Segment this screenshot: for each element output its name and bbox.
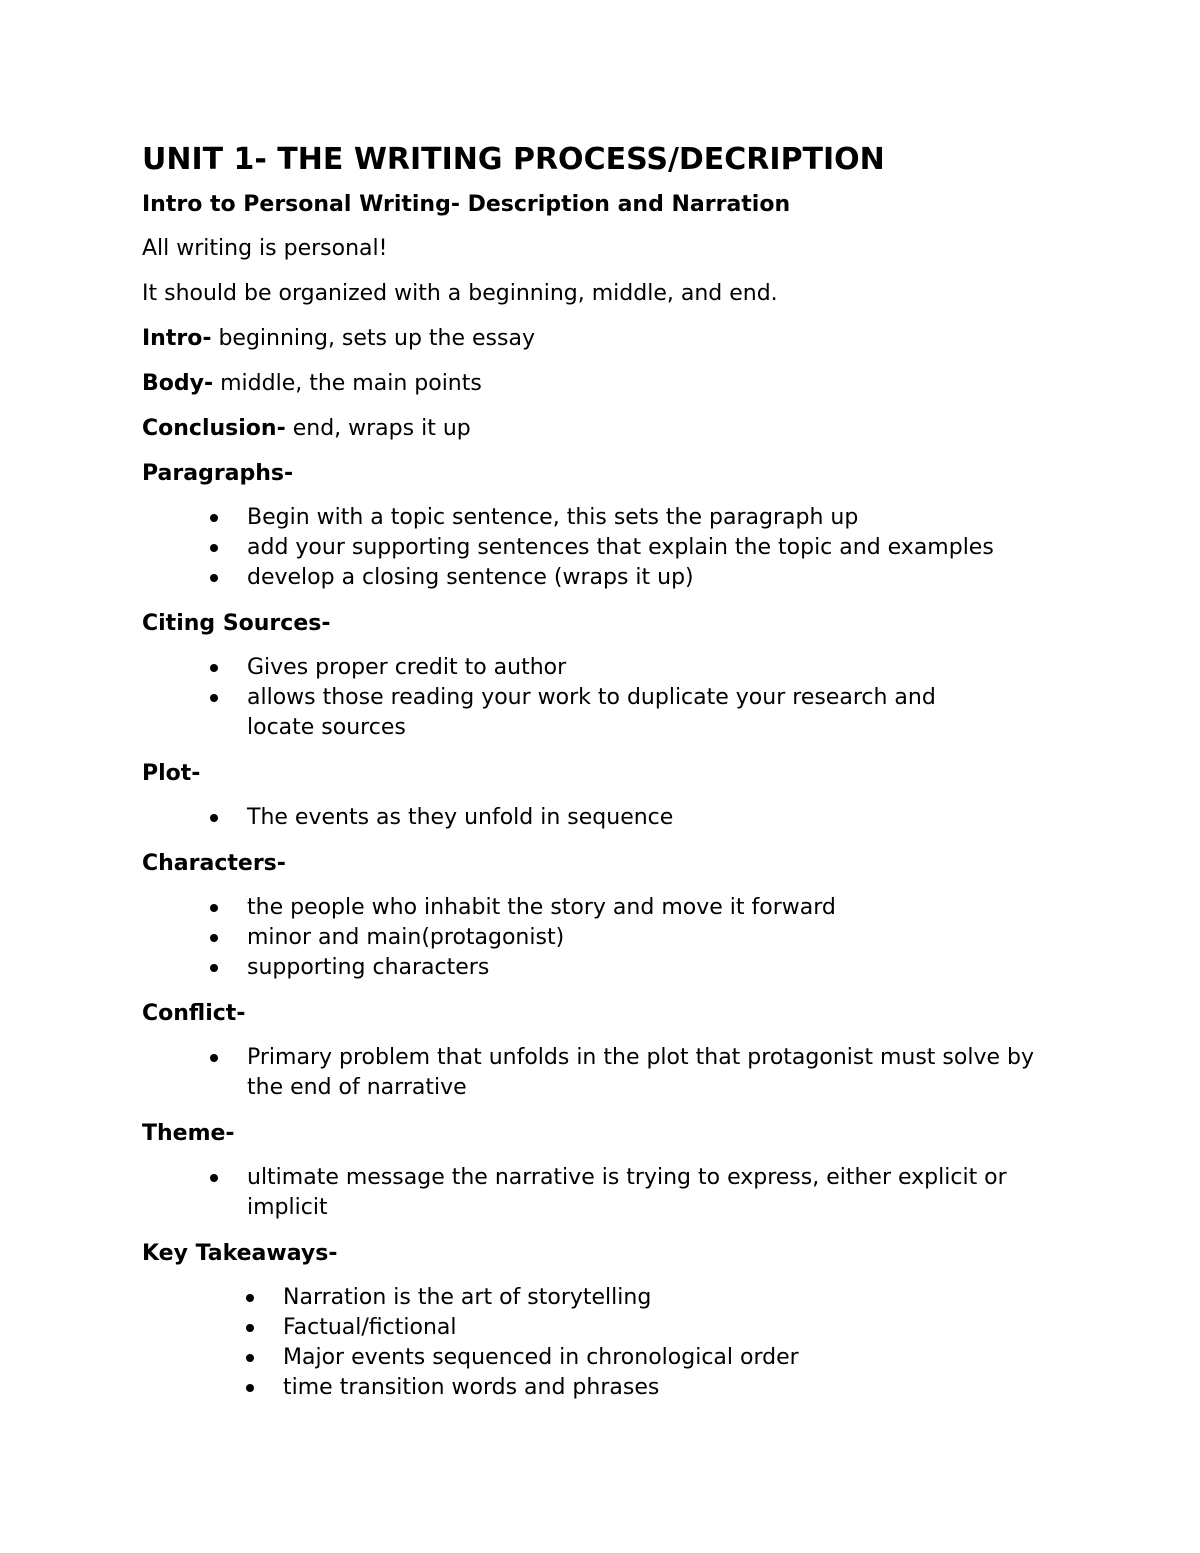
bullet-icon (210, 574, 218, 582)
bullet-list-citing-sources (142, 653, 1082, 743)
list-item: the people who inhabit the story and move it forward (142, 893, 1082, 923)
list-item: minor and main(protagonist) (142, 923, 1082, 953)
intro-line: It should be organized with a beginning, middle, and end. (142, 281, 778, 306)
definition-text: beginning, sets up the essay (211, 326, 535, 351)
section-heading-theme: Theme- (142, 1121, 235, 1146)
bullet-icon (210, 814, 218, 822)
bullet-icon (210, 514, 218, 522)
definition-conclusion (142, 414, 1082, 444)
bullet-icon (210, 934, 218, 942)
bullet-list-plot (142, 803, 1082, 833)
section-heading-citing-sources: Citing Sources- (142, 611, 331, 636)
list-item: add your supporting sentences that explain the topic and examples (142, 533, 1082, 563)
definition-term: Body- (142, 371, 214, 396)
section-heading-key-takeaways: Key Takeaways- (142, 1241, 338, 1266)
bullet-icon (210, 904, 218, 912)
bullet-list-key-takeaways (142, 1283, 1082, 1403)
list-item: develop a closing sentence (wraps it up) (142, 563, 1082, 593)
list-item: Major events sequenced in chronological order (142, 1343, 1082, 1373)
bullet-icon (210, 1174, 218, 1182)
definition-text: end, wraps it up (285, 416, 471, 441)
list-item: time transition words and phrases (142, 1373, 1082, 1403)
definition-body (142, 369, 1082, 399)
definition-term: Intro- (142, 326, 212, 351)
list-item: Begin with a topic sentence, this sets the paragraph up (142, 503, 1082, 533)
document-page (142, 140, 1082, 1419)
definition-text: middle, the main points (213, 371, 482, 396)
document-title: UNIT 1- THE WRITING PROCESS/DECRIPTION (142, 142, 885, 177)
definition-intro (142, 324, 1082, 354)
list-item: ultimate message the narrative is trying to express, either explicit or implicit (142, 1163, 1037, 1223)
definition-term: Conclusion- (142, 416, 286, 441)
section-heading-paragraphs: Paragraphs- (142, 461, 294, 486)
bullet-icon (210, 1054, 218, 1062)
list-item: The events as they unfold in sequence (142, 803, 1082, 833)
bullet-icon (246, 1324, 254, 1332)
bullet-icon (210, 544, 218, 552)
section-heading-plot: Plot- (142, 761, 201, 786)
intro-line: All writing is personal! (142, 236, 388, 261)
bullet-list-paragraphs (142, 503, 1082, 593)
document-subtitle: Intro to Personal Writing- Description and Narration (142, 192, 791, 217)
bullet-icon (246, 1354, 254, 1362)
bullet-icon (210, 664, 218, 672)
section-heading-characters: Characters- (142, 851, 286, 876)
bullet-list-conflict (142, 1043, 1082, 1103)
bullet-list-theme (142, 1163, 1082, 1223)
bullet-icon (246, 1384, 254, 1392)
list-item: Gives proper credit to author (142, 653, 1082, 683)
list-item: Primary problem that unfolds in the plot that protagonist must solve by the end of narrative (142, 1043, 1062, 1103)
list-item: supporting characters (142, 953, 1082, 983)
bullet-list-characters (142, 893, 1082, 983)
list-item: Factual/fictional (142, 1313, 1082, 1343)
section-heading-conflict: Conflict- (142, 1001, 246, 1026)
bullet-icon (210, 964, 218, 972)
list-item: allows those reading your work to duplicate your research and locate sources (142, 683, 987, 743)
bullet-icon (246, 1294, 254, 1302)
list-item: Narration is the art of storytelling (142, 1283, 1082, 1313)
bullet-icon (210, 694, 218, 702)
